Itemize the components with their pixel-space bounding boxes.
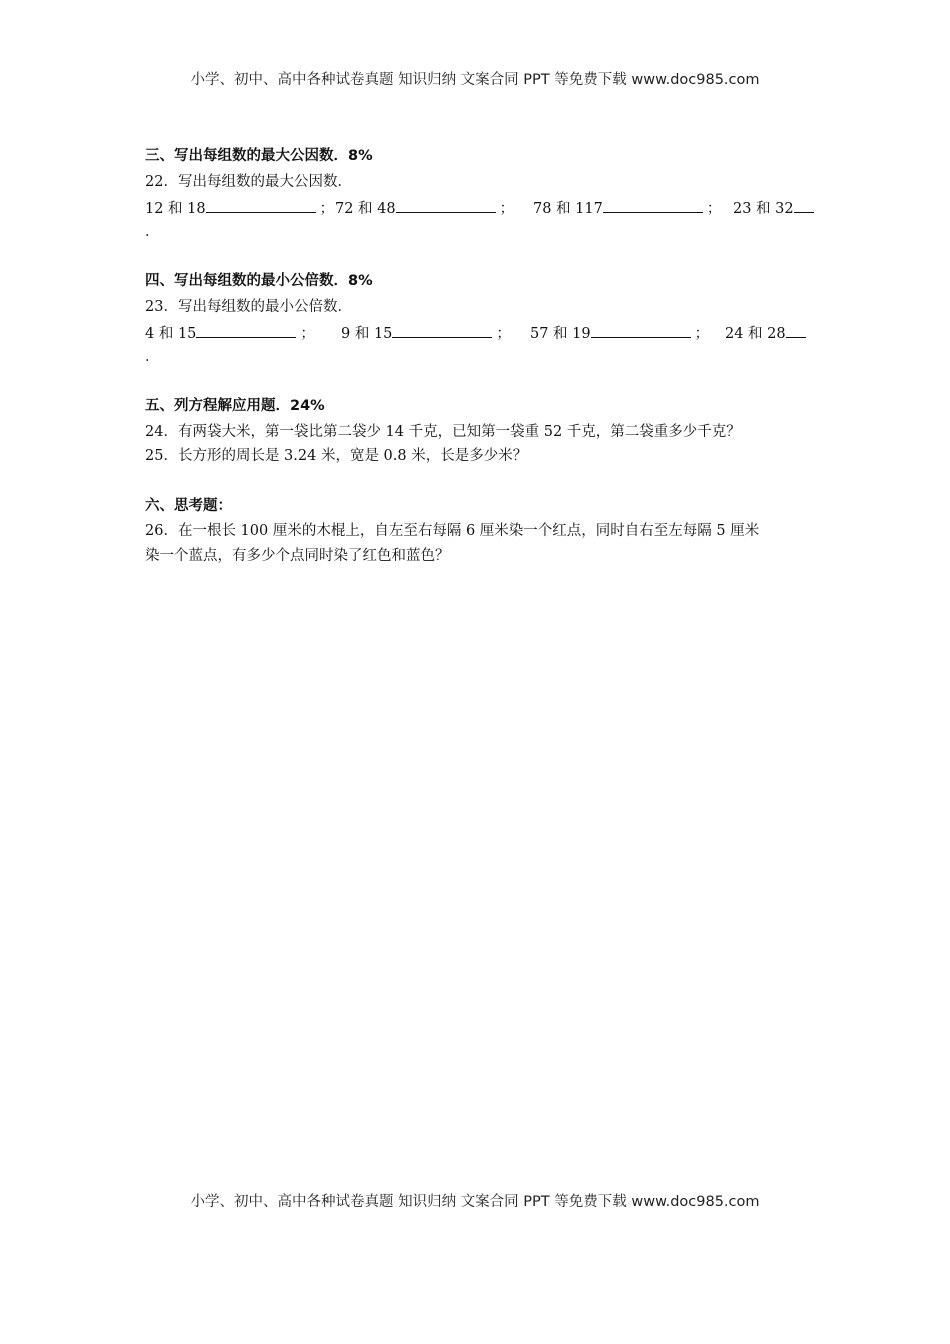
lcm-item-4 — [725, 322, 806, 344]
section6-heading: 六、思考题： — [145, 498, 232, 514]
lcm-pair-label: 4 和 15 — [145, 326, 197, 342]
answer-blank[interactable] — [206, 197, 316, 213]
separator: ； — [496, 326, 511, 342]
gcd-item-1 — [145, 197, 334, 219]
page-footer: 小学、初中、高中各种试卷真题 知识归纳 文案合同 PPT 等免费下载 www.doc985.com — [190, 1194, 760, 1210]
question-26-line2: 染一个蓝点，有多少个点同时染了红色和蓝色？ — [145, 548, 450, 564]
lcm-item-1 — [145, 322, 315, 344]
gcd-pair-label: 72 和 48 — [335, 201, 396, 217]
answer-blank[interactable] — [603, 197, 703, 213]
question-24: 24．有两袋大米，第一袋比第二袋少 14 千克，已知第一袋重 52 千克，第二袋重多少千克？ — [145, 424, 741, 440]
answer-blank[interactable] — [591, 322, 691, 338]
separator: ； — [300, 326, 315, 342]
gcd-row-end: ． — [145, 224, 160, 240]
lcm-answer-row — [145, 322, 815, 342]
lcm-pair-label: 57 和 19 — [530, 326, 591, 342]
answer-blank[interactable] — [196, 322, 296, 338]
gcd-item-3 — [533, 197, 721, 219]
separator: ； — [694, 326, 710, 342]
question-26-line1: 26．在一根长 100 厘米的木棍上，自左至右每隔 6 厘米染一个红点，同时自右至左每隔 5 厘米 — [145, 523, 760, 539]
separator: ； — [499, 201, 515, 217]
separator: ； — [319, 201, 335, 217]
answer-blank[interactable] — [786, 322, 806, 338]
question-23: 23．写出每组数的最小公倍数． — [145, 299, 352, 315]
gcd-pair-label: 23 和 32 — [733, 201, 794, 217]
lcm-item-2 — [341, 322, 511, 344]
separator: ； — [706, 201, 722, 217]
lcm-pair-label: 24 和 28 — [725, 326, 786, 342]
gcd-item-4 — [733, 197, 814, 219]
lcm-row-end: ． — [145, 349, 160, 365]
section3-heading: 三、写出每组数的最大公因数．8% — [145, 148, 373, 164]
section4-heading: 四、写出每组数的最小公倍数．8% — [145, 273, 373, 289]
gcd-item-2 — [335, 197, 514, 219]
lcm-pair-label: 9 和 15 — [341, 326, 393, 342]
question-22: 22．写出每组数的最大公因数． — [145, 174, 352, 190]
page-header: 小学、初中、高中各种试卷真题 知识归纳 文案合同 PPT 等免费下载 www.doc985.com — [190, 72, 760, 88]
answer-blank[interactable] — [396, 197, 496, 213]
section5-heading: 五、列方程解应用题．24% — [145, 398, 325, 414]
gcd-pair-label: 12 和 18 — [145, 201, 206, 217]
question-25: 25．长方形的周长是 3.24 米，宽是 0.8 米，长是多少米？ — [145, 448, 528, 464]
gcd-answer-row — [145, 197, 815, 217]
answer-blank[interactable] — [794, 197, 814, 213]
gcd-pair-label: 78 和 117 — [533, 201, 603, 217]
lcm-item-3 — [530, 322, 709, 344]
answer-blank[interactable] — [392, 322, 492, 338]
